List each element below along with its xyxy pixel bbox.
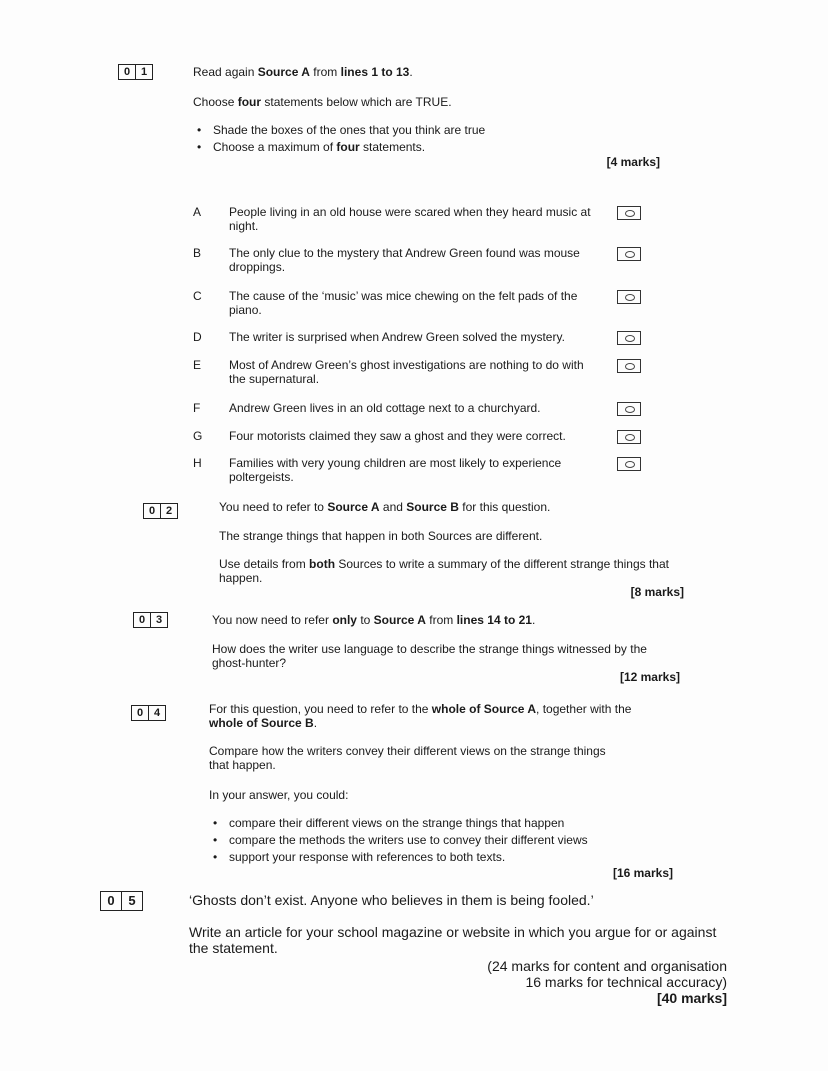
text: ghost-hunter? [212,656,287,670]
answer-checkbox[interactable] [617,359,641,373]
q4-task [209,744,606,772]
digit: 4 [148,706,165,720]
text: for this question. [458,500,551,514]
text: whole of Source A [431,702,537,716]
q1-bullet: • Shade the boxes of the ones that you think are true [213,123,485,137]
answer-checkbox[interactable] [617,331,641,345]
q1-instruction [193,65,413,79]
option-text: People living in an old house were scared when they heard music at night. [229,205,591,233]
text: lines 1 to 13 [340,65,410,79]
option-text: The cause of the ‘music’ was mice chewing on the felt pads of the piano. [229,289,578,317]
q3-question [212,642,647,670]
text: (24 marks for content and organisation [487,958,727,974]
text: Choose a maximum of [213,140,337,154]
question-number-05 [100,891,143,911]
q3-marks: [12 marks] [619,670,680,684]
digit: 1 [135,65,152,79]
option-text: Most of Andrew Green’s ghost investigations are nothing to do with the supernatural. [229,358,584,386]
text: whole of Source B [209,716,314,730]
digit: 5 [121,892,142,910]
option-text: The only clue to the mystery that Andrew Green found was mouse droppings. [229,246,580,274]
q5-marks [487,958,727,1006]
answer-checkbox[interactable] [617,206,641,220]
text: . [313,716,318,730]
text: Source B [406,500,459,514]
option-letter: E [193,358,202,372]
question-number-01 [118,64,153,80]
text: Sources to write a summary of the different strange things that [335,557,669,571]
text: You need to refer to [219,500,328,514]
option-text: Four motorists claimed they saw a ghost and they were correct. [229,429,566,443]
option-text: The writer is surprised when Andrew Green solved the mystery. [229,330,565,344]
text: How does the writer use language to describe the strange things witnessed by the [212,642,647,656]
text: from [309,65,341,79]
text: Compare how the writers convey their different views on the strange things [209,744,606,758]
digit: 0 [123,66,131,78]
text: Source A [327,500,380,514]
q2-instruction [219,500,550,514]
q4-bullet: • support your response with references to both texts. [229,850,505,864]
text: Choose [193,95,238,109]
q2-statement: The strange things that happen in both Sources are different. [219,529,543,543]
text: to [356,613,374,627]
q4-marks: [16 marks] [612,866,673,880]
text: , together with the [536,702,632,716]
option-letter: F [193,401,201,415]
text: You now need to refer [212,613,333,627]
text: four [336,140,360,154]
option-letter: A [193,205,202,219]
text: Source A [373,613,426,627]
text: and [379,500,407,514]
answer-checkbox[interactable] [617,402,641,416]
text: statements. [359,140,426,154]
text: both [309,557,336,571]
text: . [409,65,413,79]
text: four [237,95,262,109]
text: . [531,613,536,627]
question-number-02 [143,503,178,519]
digit: 3 [150,613,167,627]
q4-prompt: In your answer, you could: [209,788,349,802]
text: only [332,613,357,627]
q5-quote: ‘Ghosts don’t exist. Anyone who believes in them is being fooled.’ [189,892,594,908]
q2-task [219,557,669,585]
question-number-04 [131,705,166,721]
digit: 0 [107,893,115,908]
option-letter: G [193,429,203,443]
text: Use details from [219,557,310,571]
q4-instruction [209,702,631,730]
text: the statement. [189,940,278,956]
q1-choose [193,95,452,109]
option-letter: H [193,456,202,470]
q2-marks: [8 marks] [630,585,684,599]
answer-checkbox[interactable] [617,290,641,304]
text: from [425,613,457,627]
question-number-03 [133,612,168,628]
digit: 2 [160,504,177,518]
text: happen. [219,571,263,585]
option-text: Andrew Green lives in an old cottage next to a churchyard. [229,401,541,415]
text: statements below which are TRUE. [261,95,452,109]
digit: 0 [138,614,146,626]
q3-instruction [212,613,535,627]
option-letter: B [193,246,202,260]
digit: 0 [136,707,144,719]
q4-bullet: • compare the methods the writers use to convey their different views [229,833,588,847]
option-text: Families with very young children are most likely to experience poltergeists. [229,456,562,484]
q1-marks: [4 marks] [606,155,660,169]
q4-bullet: • compare their different views on the strange things that happen [229,816,564,830]
total-marks: [40 marks] [656,990,727,1006]
text: that happen. [209,758,276,772]
q1-bullet [213,140,425,154]
digit: 0 [148,505,156,517]
option-letter: C [193,289,202,303]
answer-checkbox[interactable] [617,247,641,261]
answer-checkbox[interactable] [617,457,641,471]
text: 16 marks for technical accuracy) [525,974,727,990]
text: Read again [193,65,258,79]
option-letter: D [193,330,202,344]
text: lines 14 to 21 [456,613,532,627]
text: Write an article for your school magazine or website in which you argue for or against [189,924,717,940]
text: Source A [257,65,310,79]
q5-task [189,924,716,956]
answer-checkbox[interactable] [617,430,641,444]
text: For this question, you need to refer to the [209,702,432,716]
